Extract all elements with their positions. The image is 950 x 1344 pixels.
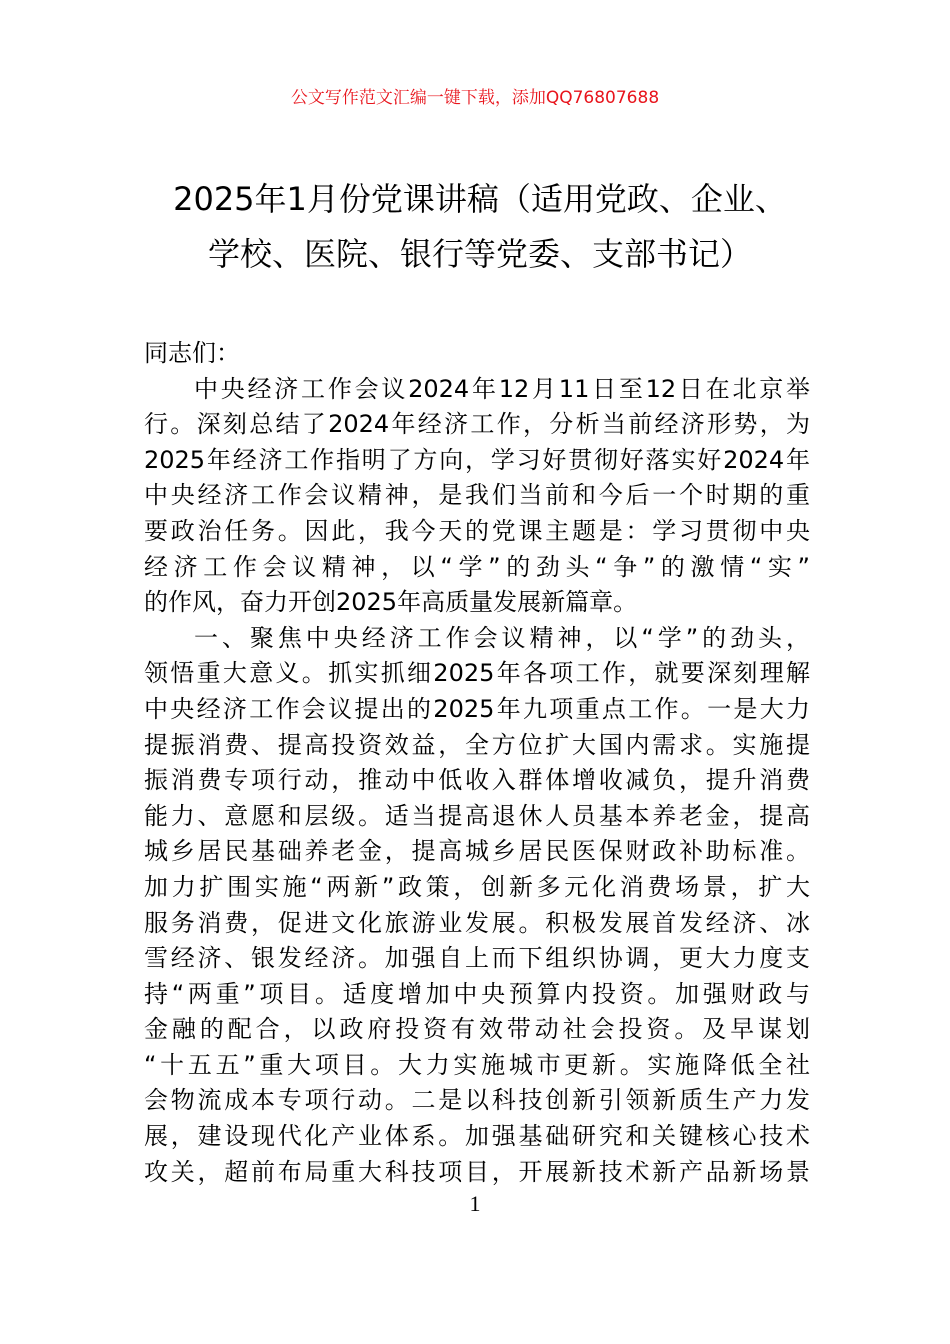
paragraph-2-line: 能力、意愿和层级。适当提高退休人员基本养老金，提高 [144,801,810,830]
salutation: 同志们： [144,339,240,367]
page-number: 1 [469,1191,481,1216]
paragraph-2-line: 雪经济、银发经济。加强自上而下组织协调，更大力度支 [144,944,810,973]
document-title [130,172,830,282]
paragraph-2-line: “十五五”重大项目。大力实施城市更新。实施降低全社 [144,1050,810,1079]
section-1-heading-line: 一、聚焦中央经济工作会议精神，以“学”的劲头， [194,623,810,652]
download-watermark-banner: 公文写作范文汇编一键下载，添加QQ76807688 [290,88,660,108]
paragraph-2-line: 服务消费，促进文化旅游业发展。积极发展首发经济、冰 [144,908,810,937]
paragraph-2-line: 金融的配合，以政府投资有效带动社会投资。及早谋划 [144,1015,810,1044]
paragraph-2-line: 持“两重”项目。适度增加中央预算内投资。加强财政与 [144,979,810,1008]
paragraph-2-line: 城乡居民基础养老金，提高城乡居民医保财政补助标准。 [144,837,810,866]
paragraph-1-line: 要政治任务。因此，我今天的党课主题是：学习贯彻中央 [144,516,810,545]
paragraph-2-line: 振消费专项行动，推动中低收入群体增收减负，提升消费 [144,766,810,795]
paragraph-1-line: 的作风，奋力开创2025年高质量发展新篇章。 [144,588,638,617]
paragraph-2-line: 中央经济工作会议提出的2025年九项重点工作。一是大力 [144,694,810,723]
paragraph-1-line: 中央经济工作会议2024年12月11日至12日在北京举 [194,374,810,403]
title-line-1: 2025年1月份党课讲稿（适用党政、企业、 [173,180,787,218]
paragraph-1-line: 经济工作会议精神，以“学”的劲头“争”的激情“实” [144,552,810,581]
paragraph-1-line: 2025年经济工作指明了方向，学习好贯彻好落实好2024年 [144,445,810,474]
paragraph-2-line: 领悟重大意义。抓实抓细2025年各项工作，就要深刻理解 [144,659,810,688]
paragraph-2-line: 加力扩围实施“两新”政策，创新多元化消费场景，扩大 [144,872,810,901]
title-line-2: 学校、医院、银行等党委、支部书记） [207,235,752,273]
paragraph-2-line: 会物流成本专项行动。二是以科技创新引领新质生产力发 [144,1086,810,1115]
paragraph-2-line: 攻关，超前布局重大科技项目，开展新技术新产品新场景 [144,1157,810,1186]
paragraph-2-line: 提振消费、提高投资效益，全方位扩大国内需求。实施提 [144,730,810,759]
paragraph-1-line: 行。深刻总结了2024年经济工作，分析当前经济形势，为 [144,410,810,439]
paragraph-2-line: 展，建设现代化产业体系。加强基础研究和关键核心技术 [144,1122,810,1151]
document-body [144,336,810,1190]
paragraph-1-line: 中央经济工作会议精神，是我们当前和今后一个时期的重 [144,481,810,510]
